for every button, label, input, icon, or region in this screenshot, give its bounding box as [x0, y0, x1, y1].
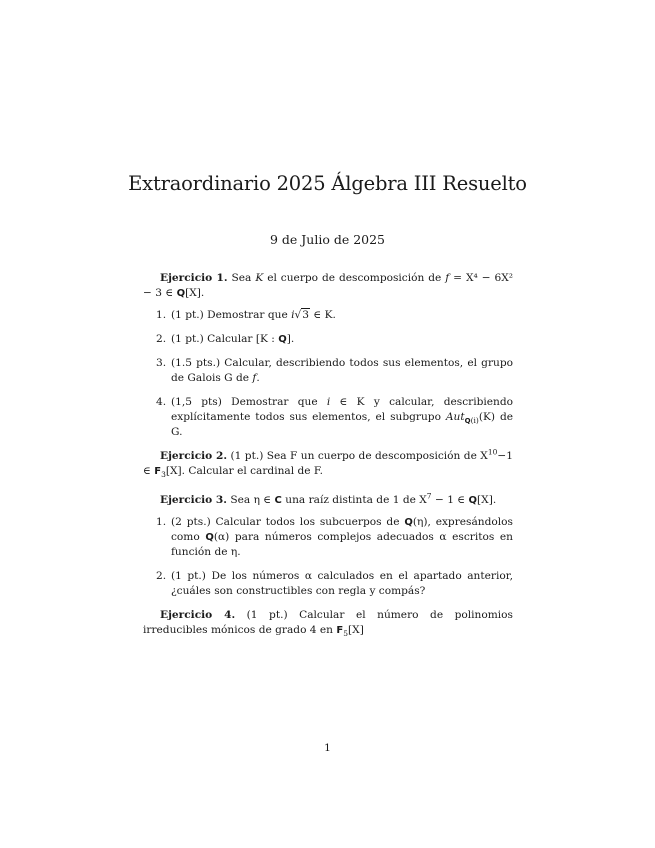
exercise-2-statement: Ejercicio 2. (1 pt.) Sea F un cuerpo de descomposición de $X^{10}-1$ ∈ $F_3[X]$. Calcular el cardinal de F. [143, 447, 513, 480]
page-title: Extraordinario 2025 Álgebra III Resuelto [128, 172, 527, 195]
exercise-1-statement: Ejercicio 1. Sea K el cuerpo de descomposición de f = X⁴ − 6X² − 3 ∈ Q[X]. [143, 272, 514, 299]
document-date: 9 de Julio de 2025 [269, 232, 386, 247]
exercise-3-label: Ejercicio 3. [160, 494, 227, 506]
exercise-4-statement: Ejercicio 4. (1 pt.) Calcular el número de polinomios irreducibles mónicos de grado 4 en $F_5[X]$ [143, 609, 513, 639]
document-body [143, 271, 513, 638]
exercise-1-item-2: 2. (1 pt.) Calcular [K : Q]. [156, 333, 295, 345]
exercise-1-label: Ejercicio 1. [160, 272, 228, 284]
exercise-1-items [143, 308, 513, 440]
exercise-3-items [143, 515, 513, 599]
exercise-1-item-1: 1. (1 pt.) Demostrar que i√3 ∈ K. [156, 309, 336, 321]
exercise-1-item-3: 3. (1.5 pts.) Calcular, describiendo todos sus elementos, el grupo de Galois G de f. [156, 357, 513, 384]
exercise-3-item-1: 1. (2 pts.) Calcular todos los subcuerpos de Q(η), expresándolos como Q(α) para números complejos adecuados α escritos en función de η. [156, 516, 513, 558]
exercise-4-label: Ejercicio 4. [160, 609, 236, 621]
exercise-3-statement: Ejercicio 3. Sea η ∈ C una raíz distinta de 1 de $X^7 - 1$ ∈ Q[X]. [160, 491, 497, 506]
exercise-1-item-4: 4. (1,5 pts) Demostrar que i ∈ K y calcular, describiendo explícitamente todos sus elementos, el subgrupo Aut$_{Q(i)}$(K) de G. [156, 396, 514, 438]
page-number: 1 [324, 742, 331, 754]
exercise-2-label: Ejercicio 2. [160, 450, 228, 462]
exercise-3-item-2: 2. (1 pt.) De los números α calculados en el apartado anterior, ¿cuáles son constructibles con regla y compás? [156, 570, 513, 597]
